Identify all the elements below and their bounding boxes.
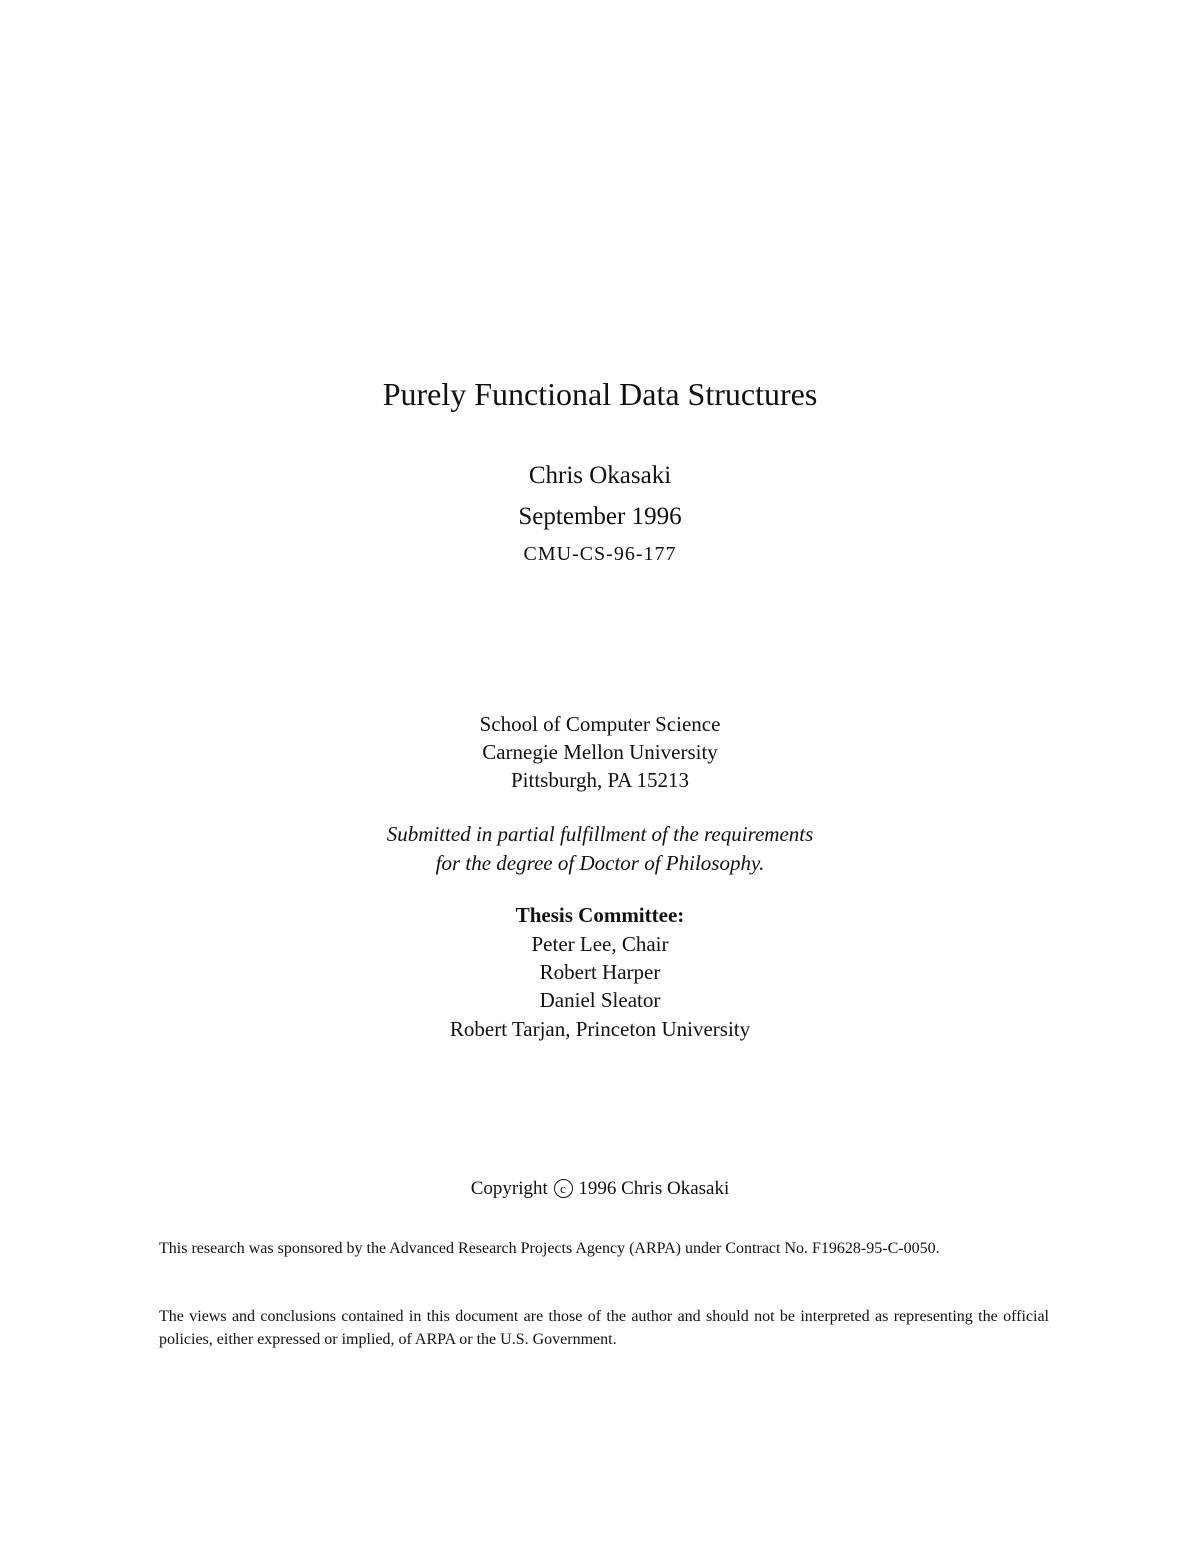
committee-member: Peter Lee, Chair	[531, 932, 669, 956]
committee-member: Robert Tarjan, Princeton University	[449, 1017, 751, 1041]
report-number: CMU-CS-96-177	[523, 543, 677, 565]
committee-member: Robert Harper	[539, 960, 661, 984]
copyright-icon: c	[554, 1179, 573, 1198]
committee-heading: Thesis Committee:	[515, 903, 685, 927]
sponsorship-statement: This research was sponsored by the Advanced Research Projects Agency (ARPA) under Contract No. F19628-95-C-0050.	[159, 1240, 940, 1257]
publication-date: September 1996	[518, 503, 682, 530]
affiliation-university: Carnegie Mellon University	[482, 740, 718, 764]
affiliation-school: School of Computer Science	[479, 712, 721, 736]
disclaimer-statement: The views and conclusions contained in this document are those of the author and should not be interpreted as representing the official policies, either expressed or implied, of ARPA or the U.S. Government.	[159, 1308, 1049, 1348]
copyright-holder: 1996 Chris Okasaki	[578, 1178, 730, 1199]
copyright-prefix: Copyright	[470, 1178, 548, 1199]
thesis-title: Purely Functional Data Structures	[382, 376, 818, 412]
committee-member: Daniel Sleator	[539, 988, 661, 1012]
affiliation-location: Pittsburgh, PA 15213	[511, 768, 689, 792]
author-name: Chris Okasaki	[528, 462, 672, 489]
copyright-notice	[0, 1176, 1200, 1202]
submission-statement-line-2: for the degree of Doctor of Philosophy.	[435, 851, 765, 875]
submission-statement-line-1: Submitted in partial fulfillment of the requirements	[386, 822, 814, 846]
